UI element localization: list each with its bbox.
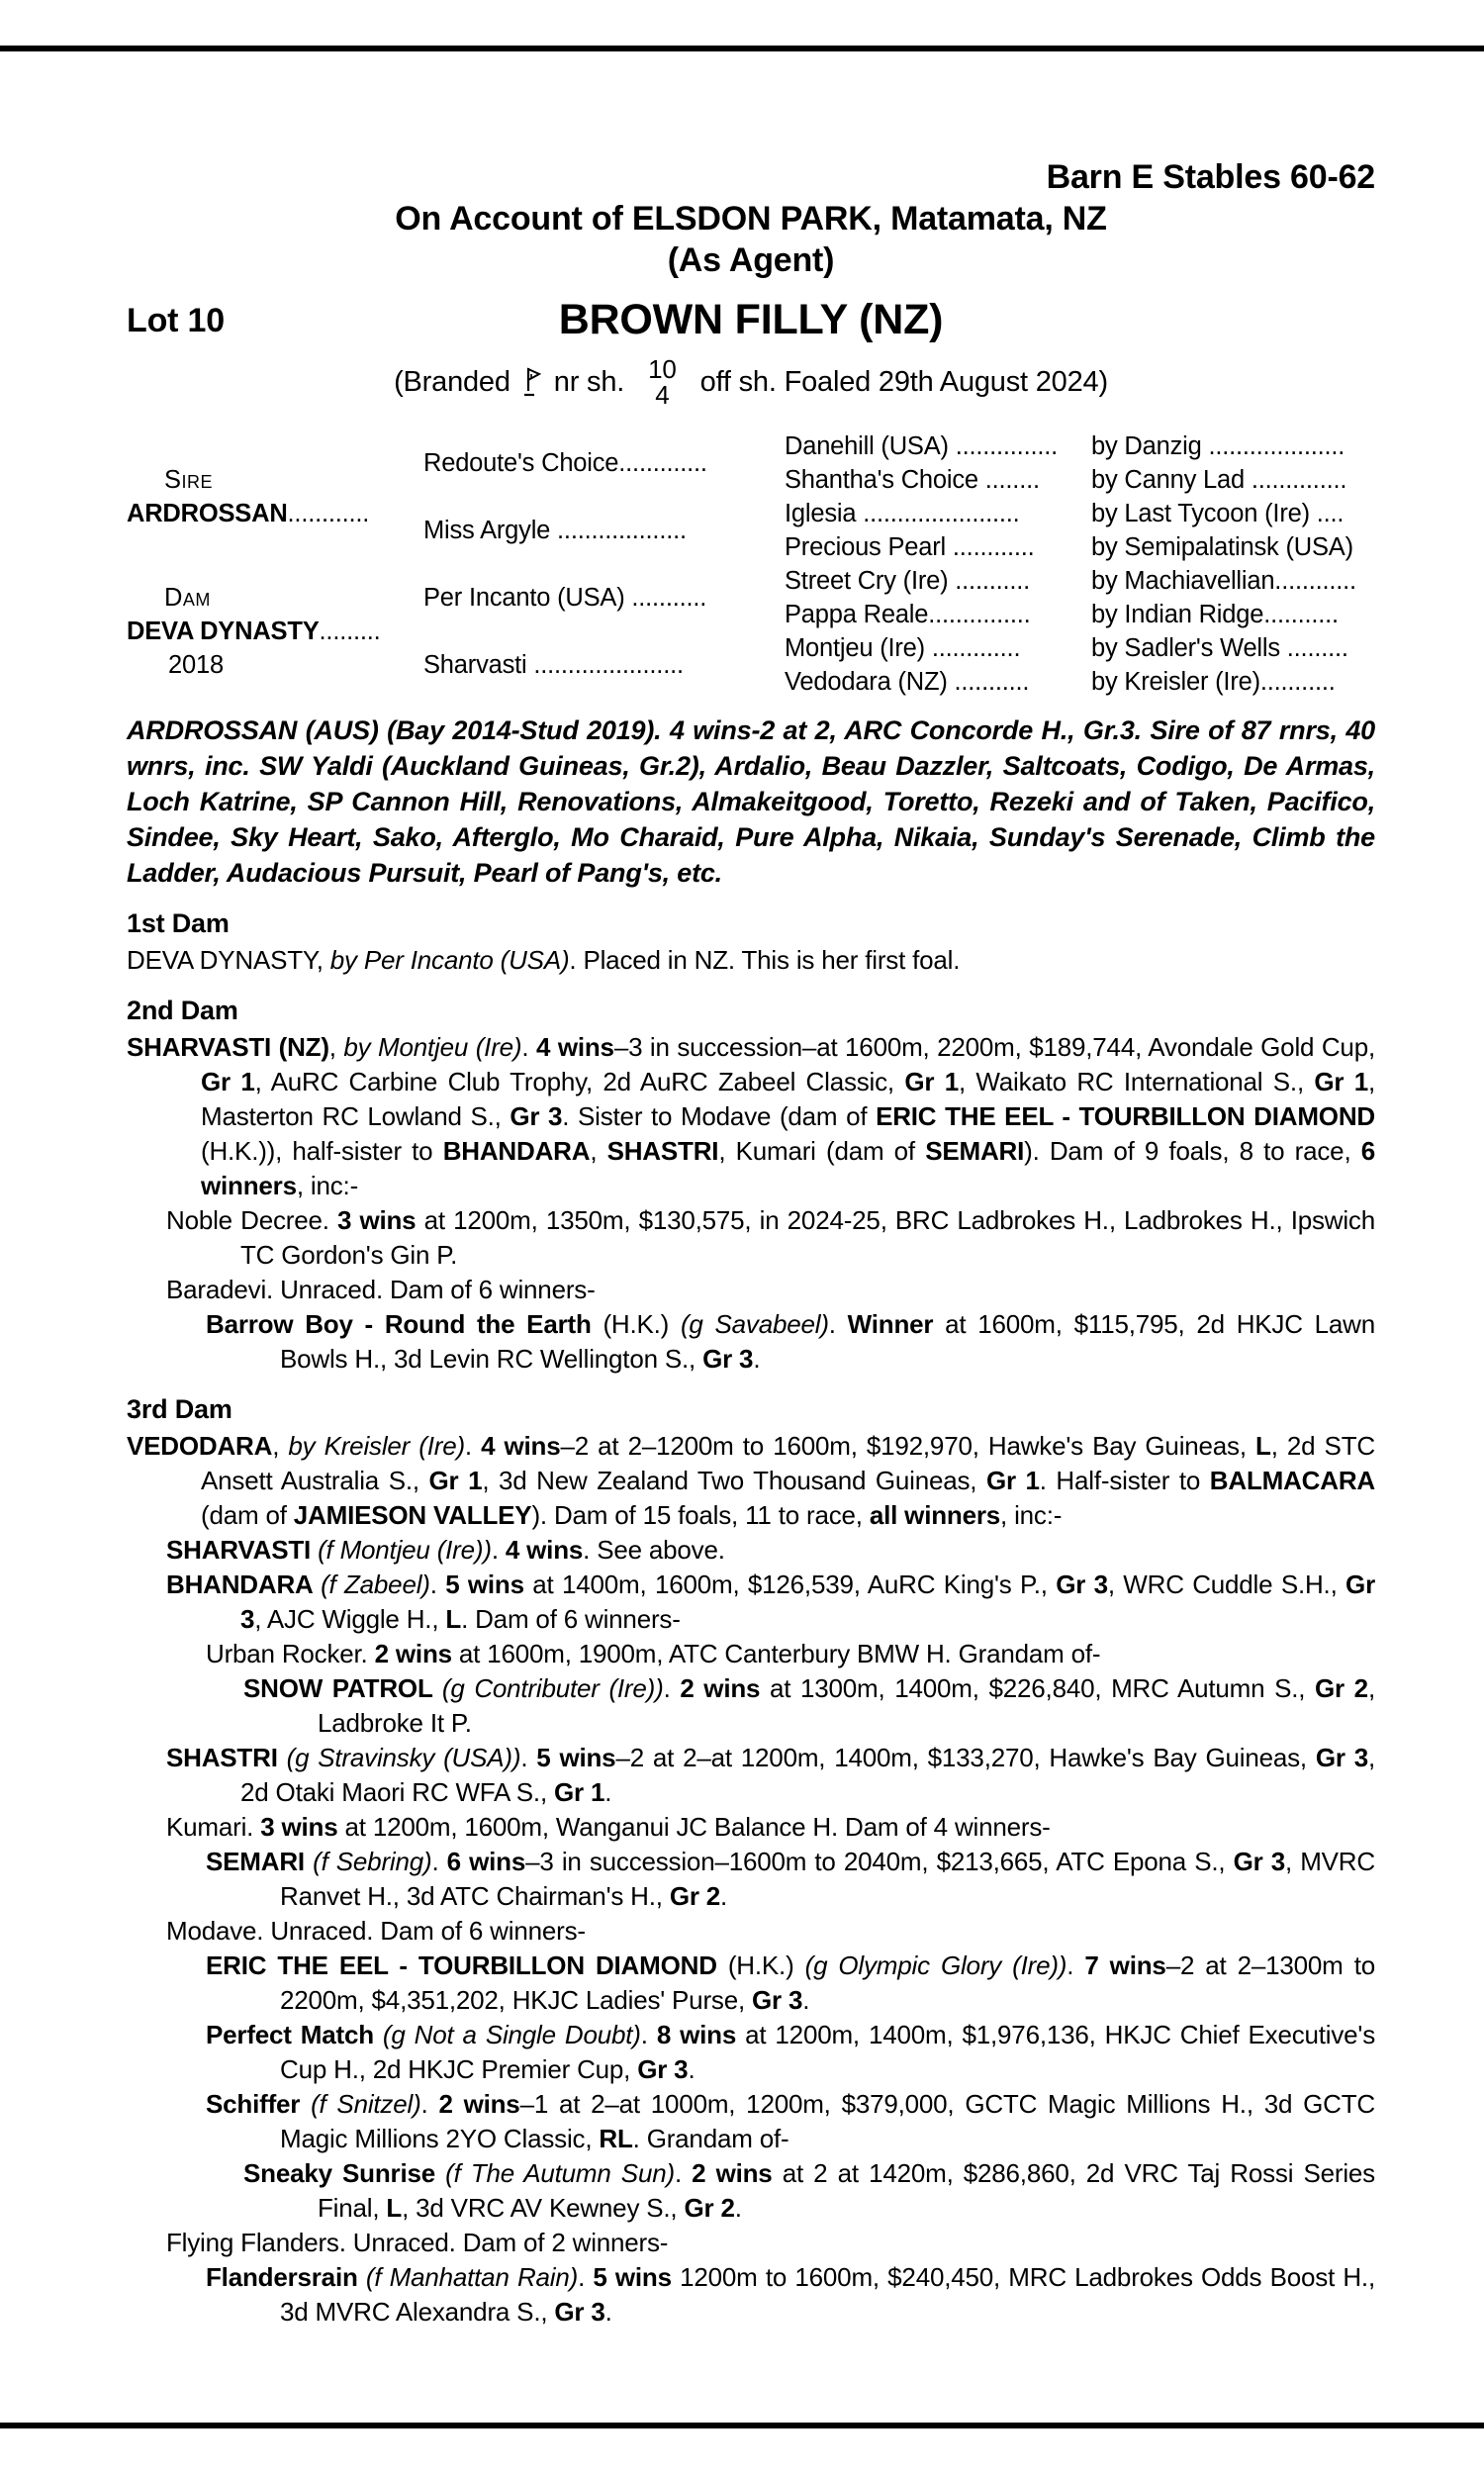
text-segment: BHANDARA: [442, 1136, 591, 1166]
lot-number: Lot 10: [127, 302, 225, 339]
pedigree-note-paragraph: [166, 1914, 1375, 1949]
ancestor-name: Vedodara (NZ) ...........: [785, 667, 1030, 696]
brand-mark-icon: [520, 364, 544, 400]
title-row: [127, 291, 1375, 348]
great-grandparent-row: [785, 564, 1373, 598]
ancestor-sired-by: by Machiavellian............: [1091, 566, 1356, 595]
dam-label: Dam: [164, 584, 211, 612]
text-segment: .: [429, 1570, 446, 1599]
text-segment: 7 wins: [1084, 1951, 1166, 1980]
ancestor-sired-by: by Kreisler (Ire)...........: [1091, 667, 1336, 696]
text-segment: (f Zabeel): [321, 1570, 430, 1599]
ancestor-name: Iglesia .......................: [785, 499, 1020, 527]
great-grandparent-row: [785, 497, 1373, 530]
ancestor-sired-by: by Sadler's Wells .........: [1091, 633, 1348, 662]
text-segment: Noble Decree.: [166, 1205, 337, 1235]
text-segment: SHARVASTI (NZ): [127, 1032, 329, 1062]
text-segment: .: [1067, 1951, 1085, 1980]
pedigree-note-paragraph: [206, 1637, 1375, 1671]
pedigree-note-paragraph: [206, 2018, 1375, 2087]
ancestor-sired-by: by Last Tycoon (Ire) ....: [1091, 499, 1345, 527]
text-segment: 6 winners: [201, 1136, 1375, 1200]
text-segment: ). Dam of 9 foals, 8 to race,: [1024, 1136, 1361, 1166]
text-segment: 4 wins: [481, 1431, 561, 1461]
text-segment: at 1300m, 1400m, $226,840, MRC Autumn S.,: [760, 1673, 1316, 1703]
branded-suffix: off sh. Foaled 29th August 2024): [699, 366, 1108, 398]
text-segment: 2 wins: [680, 1673, 761, 1703]
grandparent-cell: Sharvasti ......................: [423, 650, 684, 679]
text-segment: . Sister to Modave (dam of: [562, 1101, 877, 1131]
text-segment: .: [420, 2089, 439, 2119]
text-segment: (g Stravinsky (USA)): [286, 1743, 521, 1772]
sire-label: Sire: [164, 466, 214, 494]
text-segment: , AuRC Carbine Club Trophy, 2d AuRC Zabeel Classic,: [254, 1067, 905, 1096]
text-segment: L: [386, 2193, 403, 2223]
pedigree-note-paragraph: [206, 2087, 1375, 2156]
text-segment: SNOW PATROL: [243, 1673, 442, 1703]
text-segment: SEMARI: [206, 1847, 314, 1876]
sire-name: ARDROSSAN............: [127, 500, 370, 527]
text-segment: . See above.: [583, 1535, 725, 1565]
text-segment: Gr 1: [201, 1067, 255, 1096]
text-segment: , Masterton RC Lowland S.,: [201, 1067, 1376, 1131]
vendor-account-line: On Account of ELSDON PARK, Matamata, NZ: [395, 200, 1107, 238]
pedigree-table: [127, 429, 1375, 699]
text-segment: Flying Flanders. Unraced. Dam of 2 winners-: [166, 2228, 669, 2257]
text-segment: L: [445, 1604, 462, 1634]
ancestor-name: Montjeu (Ire) .............: [785, 633, 1021, 662]
ancestor-sired-by: by Danzig ....................: [1091, 431, 1345, 460]
pedigree-note-paragraph: [166, 1273, 1375, 1307]
text-segment: Gr 1: [1314, 1067, 1368, 1096]
text-segment: Kumari.: [166, 1812, 261, 1842]
pedigree-note-paragraph: [127, 1429, 1375, 1533]
page-title: BROWN FILLY (NZ): [558, 296, 944, 343]
text-segment: Gr 3: [510, 1101, 563, 1131]
pedigree-note-paragraph: [166, 1568, 1375, 1637]
pedigree-note-paragraph: [243, 2156, 1375, 2226]
text-segment: Baradevi. Unraced. Dam of 6 winners-: [166, 1275, 596, 1304]
text-segment: .: [640, 2020, 657, 2049]
grandparents-column: [423, 429, 785, 699]
sire-block: [127, 429, 423, 564]
grandparent-cell: Miss Argyle ...................: [423, 516, 687, 544]
pedigree-note-paragraph: [166, 1741, 1376, 1810]
text-segment: 2 wins: [438, 2089, 520, 2119]
text-segment: 4 wins: [505, 1535, 584, 1565]
text-segment: –3 in succession–at 1600m, 2200m, $189,744, Avondale Gold Cup,: [613, 1032, 1375, 1062]
text-segment: (f Snitzel): [311, 2089, 421, 2119]
text-segment: at 1400m, 1600m, $126,539, AuRC King's P.,: [523, 1570, 1057, 1599]
text-segment: Sneaky Sunrise: [243, 2158, 446, 2188]
text-segment: Gr 3: [702, 1344, 754, 1374]
pedigree-note-paragraph: [166, 1533, 1375, 1568]
branded-near-shoulder: nr sh.: [553, 366, 625, 398]
text-segment: .: [604, 2297, 612, 2327]
text-segment: .: [734, 2193, 742, 2223]
text-segment: all winners: [869, 1500, 1001, 1530]
parents-column: [127, 429, 423, 699]
pedigree-note-paragraph: [206, 1307, 1375, 1377]
text-segment: 5 wins: [445, 1570, 524, 1599]
text-segment: . Placed in NZ. This is her first foal.: [569, 945, 961, 975]
great-grandparent-row: [785, 598, 1373, 631]
text-segment: (g Not a Single Doubt): [382, 2020, 641, 2049]
text-segment: . Half-sister to: [1039, 1466, 1210, 1495]
sire-dots: ............: [287, 500, 370, 527]
ancestor-name: Street Cry (Ire) ...........: [785, 566, 1031, 595]
text-segment: Gr 3: [240, 1570, 1375, 1634]
grandparent-cell: Per Incanto (USA) ...........: [423, 583, 707, 612]
text-segment: , MVRC Ranvet H., 3d ATC Chairman's H.,: [280, 1847, 1375, 1911]
text-segment: , Waikato RC International S.,: [958, 1067, 1315, 1096]
text-segment: (H.K.): [716, 1951, 805, 1980]
dam-year: 2018: [168, 651, 224, 679]
text-segment: Gr 3: [1315, 1743, 1368, 1772]
text-segment: Gr 3: [1056, 1570, 1108, 1599]
as-agent-line: (As Agent): [667, 241, 835, 279]
dam-dots: .........: [319, 618, 381, 645]
text-segment: , 3d New Zealand Two Thousand Guineas,: [482, 1466, 986, 1495]
text-segment: at 1600m, $115,795, 2d HKJC Lawn Bowls H., 3d Levin RC Wellington S.,: [280, 1309, 1375, 1374]
text-segment: ,: [590, 1136, 607, 1166]
text-segment: SHARVASTI: [166, 1535, 319, 1565]
text-segment: Gr 3: [752, 1985, 803, 2015]
text-segment: SHASTRI: [606, 1136, 719, 1166]
text-segment: 2 wins: [692, 2158, 773, 2188]
text-segment: Gr 3: [1233, 1847, 1285, 1876]
ancestor-sired-by: by Indian Ridge...........: [1091, 600, 1339, 628]
text-segment: .: [491, 1535, 506, 1565]
dam-section-heading: 1st Dam: [127, 908, 230, 938]
text-segment: 5 wins: [593, 2262, 672, 2292]
pedigree-note-paragraph: [166, 1203, 1375, 1273]
text-segment: at 2 at 1420m, $286,860, 2d VRC Taj Rossi Series Final,: [318, 2158, 1375, 2223]
text-segment: (f Montjeu (Ire)): [318, 1535, 492, 1565]
text-segment: (H.K.): [591, 1309, 681, 1339]
text-segment: SEMARI: [925, 1136, 1025, 1166]
great-grandparent-row: [785, 429, 1373, 463]
text-segment: .: [720, 1881, 728, 1911]
dam-name: DEVA DYNASTY.........: [127, 618, 381, 645]
text-segment: (f The Autumn Sun): [445, 2158, 675, 2188]
page-content: [127, 156, 1375, 2330]
text-segment: DEVA DYNASTY,: [127, 945, 330, 975]
pedigree-note-paragraph: [206, 2260, 1375, 2330]
text-segment: (g Olympic Glory (Ire)): [804, 1951, 1067, 1980]
text-segment: . Dam of 6 winners-: [461, 1604, 681, 1634]
great-grandparent-row: [785, 463, 1373, 497]
barn-stables-line: Barn E Stables 60-62: [1046, 158, 1375, 196]
ancestor-name: Pappa Reale...............: [785, 600, 1031, 628]
text-segment: 3 wins: [260, 1812, 338, 1842]
text-segment: 3 wins: [336, 1205, 417, 1235]
text-segment: Perfect Match: [206, 2020, 383, 2049]
text-segment: Gr 1: [554, 1777, 605, 1807]
text-segment: , AJC Wiggle H.,: [254, 1604, 446, 1634]
text-segment: Gr 1: [985, 1466, 1040, 1495]
brand-number-bottom: 4: [655, 380, 670, 410]
text-segment: ,: [328, 1032, 344, 1062]
great-grandparents-column: [785, 429, 1373, 699]
brand-foaling-line: [127, 352, 1375, 412]
text-segment: .: [431, 1847, 447, 1876]
brand-number-fraction: [648, 356, 677, 408]
text-segment: , 2d STC Ansett Australia S.,: [201, 1431, 1375, 1495]
pedigree-note-paragraph: [127, 943, 1375, 978]
branded-prefix: (Branded: [394, 366, 510, 398]
text-segment: Schiffer: [206, 2089, 312, 2119]
text-segment: by Per Incanto (USA): [329, 945, 570, 975]
text-segment: .: [521, 1032, 536, 1062]
text-segment: .: [578, 2262, 594, 2292]
pedigree-note-paragraph: [166, 2226, 1375, 2260]
text-segment: 2 wins: [374, 1639, 452, 1668]
pedigree-note-paragraph: [206, 1845, 1375, 1914]
text-segment: Urban Rocker.: [206, 1639, 375, 1668]
ancestor-name: Precious Pearl ............: [785, 532, 1035, 561]
ancestor-name: Danehill (USA) ...............: [785, 431, 1058, 460]
text-segment: Winner: [847, 1309, 934, 1339]
text-segment: by Montjeu (Ire): [343, 1032, 522, 1062]
text-segment: .: [688, 2054, 696, 2084]
ancestor-sired-by: by Semipalatinsk (USA): [1091, 532, 1353, 561]
text-segment: , inc:-: [1000, 1500, 1063, 1530]
text-segment: 4 wins: [535, 1032, 614, 1062]
pedigree-note-paragraph: [127, 1030, 1376, 1203]
bottom-rule: [0, 2423, 1484, 2428]
text-segment: –3 in succession–1600m to 2040m, $213,665, ATC Epona S.,: [525, 1847, 1234, 1876]
text-segment: –2 at 2–1200m to 1600m, $192,970, Hawke's Bay Guineas,: [560, 1431, 1256, 1461]
text-segment: ). Dam of 15 foals, 11 to race,: [531, 1500, 870, 1530]
dam-section-heading: 3rd Dam: [127, 1394, 232, 1424]
great-grandparent-row: [785, 665, 1373, 699]
text-segment: . Grandam of-: [632, 2124, 789, 2153]
pedigree-note-paragraph: [206, 1949, 1375, 2018]
text-segment: –2 at 2–1300m to 2200m, $4,351,202, HKJC Ladies' Purse,: [280, 1951, 1375, 2015]
dam-section-heading: 2nd Dam: [127, 996, 238, 1025]
text-segment: ,: [272, 1431, 289, 1461]
pedigree-note-paragraph: [166, 1810, 1375, 1845]
text-segment: ARDROSSAN (AUS) (Bay 2014-Stud 2019). 4 wins-2 at 2, ARC Concorde H., Gr.3. Sire of 87 rnrs, 40 wnrs, inc. SW Yaldi (Auckland Guineas, Gr.2), Ardalio, Beau Dazzler, Saltcoats, Codigo, De Armas, Loch Katrine, SP Cannon Hill, Renovations, Almakeitgood, Toretto, Rezeki and of Taken, Pacifico, Sindee, Sky Heart, Sako, Afterglo, Mo Charaid, Pure Alpha, Nikaia, Sunday's Serenade, Climb the Ladder, Audacious Pursuit, Pearl of Pang's, etc.: [127, 715, 1375, 888]
text-segment: .: [674, 2158, 693, 2188]
sire-summary-paragraph: [127, 713, 1375, 891]
text-segment: , inc:-: [296, 1171, 359, 1200]
text-segment: , 2d Otaki Maori RC WFA S.,: [240, 1743, 1376, 1807]
text-segment: .: [520, 1743, 537, 1772]
text-segment: (g Savabeel): [680, 1309, 829, 1339]
text-segment: (g Contributer (Ire)): [441, 1673, 664, 1703]
grandparent-cell: Redoute's Choice.............: [423, 448, 707, 477]
text-segment: .: [604, 1777, 612, 1807]
text-segment: .: [753, 1344, 761, 1374]
great-grandparent-row: [785, 631, 1373, 665]
text-segment: , Ladbroke It P.: [318, 1673, 1375, 1738]
text-segment: .: [828, 1309, 848, 1339]
text-segment: Gr 1: [428, 1466, 483, 1495]
text-segment: 6 wins: [446, 1847, 526, 1876]
text-segment: VEDODARA: [127, 1431, 273, 1461]
text-segment: (f Manhattan Rain): [365, 2262, 579, 2292]
text-segment: 8 wins: [656, 2020, 737, 2049]
text-segment: 5 wins: [536, 1743, 616, 1772]
ancestor-name: Shantha's Choice ........: [785, 465, 1040, 494]
text-segment: L: [1255, 1431, 1271, 1461]
text-segment: BHANDARA: [166, 1570, 322, 1599]
top-rule: [0, 46, 1484, 51]
text-segment: SHASTRI: [166, 1743, 287, 1772]
text-segment: (dam of: [201, 1500, 294, 1530]
text-segment: Modave. Unraced. Dam of 6 winners-: [166, 1916, 586, 1946]
pedigree-note-paragraph: [243, 1671, 1375, 1741]
text-segment: Gr 1: [904, 1067, 959, 1096]
text-segment: at 1200m, 1600m, Wanganui JC Balance H. Dam of 4 winners-: [337, 1812, 1051, 1842]
text-segment: .: [464, 1431, 482, 1461]
text-segment: , WRC Cuddle S.H.,: [1107, 1570, 1346, 1599]
text-segment: Barrow Boy - Round the Earth: [206, 1309, 592, 1339]
text-segment: at 1200m, 1400m, $1,976,136, HKJC Chief Executive's Cup H., 2d HKJC Premier Cup,: [280, 2020, 1375, 2084]
text-segment: by Kreisler (Ire): [288, 1431, 465, 1461]
text-segment: Flandersrain: [206, 2262, 366, 2292]
text-segment: 1200m to 1600m, $240,450, MRC Ladbrokes Odds Boost H., 3d MVRC Alexandra S.,: [280, 2262, 1375, 2327]
text-segment: .: [663, 1673, 681, 1703]
text-segment: Gr 2: [1315, 1673, 1368, 1703]
dam-block: [127, 564, 423, 699]
text-segment: –1 at 2–at 1000m, 1200m, $379,000, GCTC Magic Millions H., 3d GCTC Magic Millions 2YO Classic,: [280, 2089, 1375, 2153]
text-segment: Gr 3: [637, 2054, 689, 2084]
text-segment: BALMACARA: [1209, 1466, 1375, 1495]
text-segment: , Kumari (dam of: [718, 1136, 926, 1166]
great-grandparent-row: [785, 530, 1373, 564]
text-segment: Gr 2: [684, 2193, 735, 2223]
text-segment: .: [802, 1985, 810, 2015]
text-segment: at 1600m, 1900m, ATC Canterbury BMW H. Grandam of-: [451, 1639, 1101, 1668]
text-segment: –2 at 2–at 1200m, 1400m, $133,270, Hawke's Bay Guineas,: [615, 1743, 1316, 1772]
pedigree-notes: [127, 906, 1375, 2330]
text-segment: ERIC THE EEL - TOURBILLON DIAMOND: [876, 1101, 1375, 1131]
text-segment: Gr 3: [554, 2297, 605, 2327]
text-segment: Gr 2: [669, 1881, 721, 1911]
text-segment: at 1200m, 1350m, $130,575, in 2024-25, BRC Ladbrokes H., Ladbrokes H., Ipswich TC Gordon's Gin P.: [240, 1205, 1375, 1270]
text-segment: JAMIESON VALLEY: [293, 1500, 532, 1530]
brand-number-top: 10: [648, 354, 677, 384]
ancestor-sired-by: by Canny Lad ..............: [1091, 465, 1347, 494]
text-segment: (f Sebring): [313, 1847, 432, 1876]
text-segment: , 3d VRC AV Kewney S.,: [402, 2193, 685, 2223]
text-segment: (H.K.)), half-sister to: [201, 1136, 443, 1166]
text-segment: ERIC THE EEL - TOURBILLON DIAMOND: [206, 1951, 717, 1980]
text-segment: RL: [599, 2124, 633, 2153]
